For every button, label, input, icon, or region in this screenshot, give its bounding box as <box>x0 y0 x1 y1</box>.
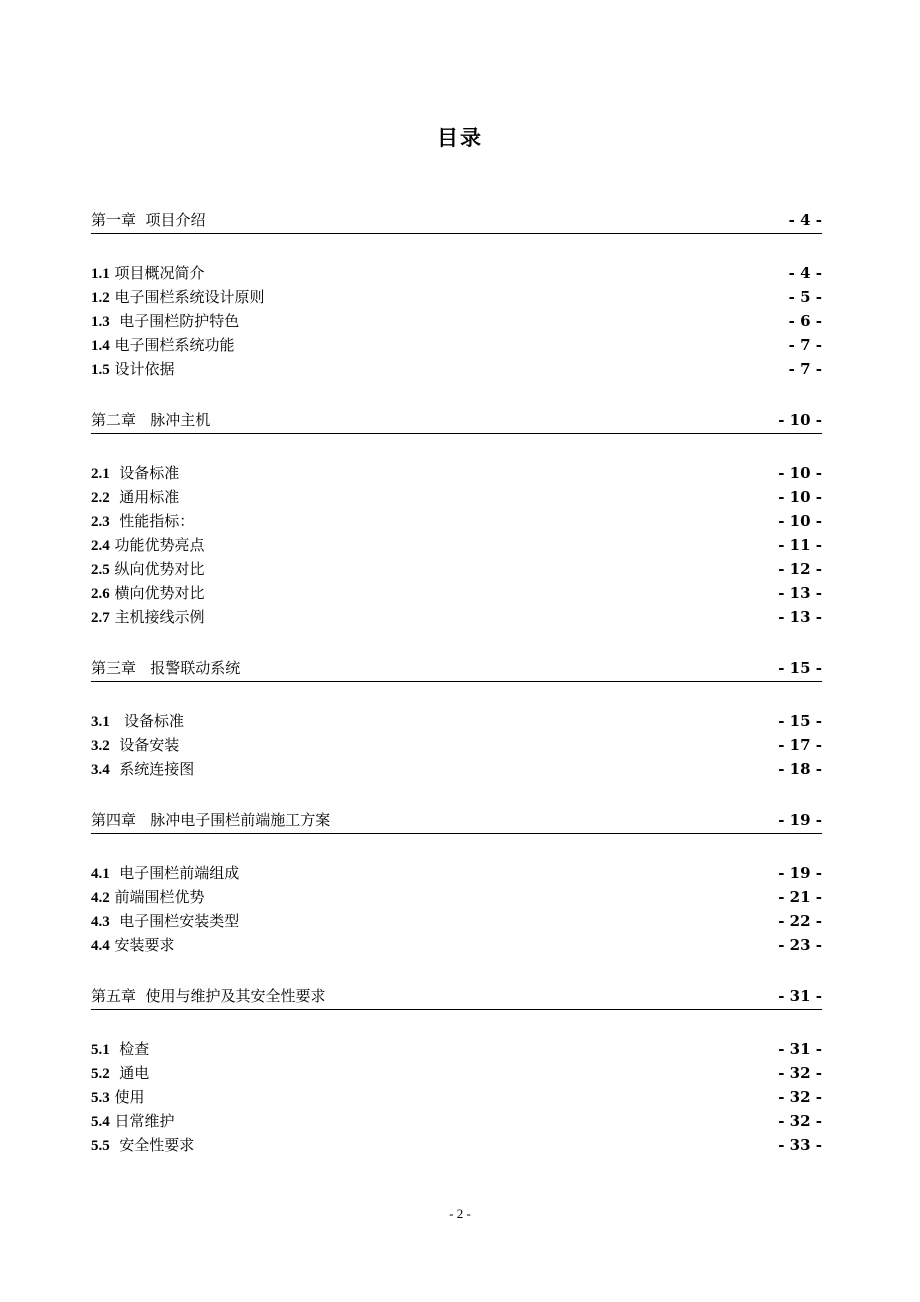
section-page-number: - 19 - <box>778 864 822 882</box>
section-text: 电子围栏安装类型 <box>109 912 240 930</box>
toc-section-1.1[interactable] <box>91 261 822 285</box>
section-text: 设计依据 <box>109 360 175 378</box>
toc-section-4.3[interactable] <box>91 909 822 933</box>
chapter-page-number: - 4 - <box>788 211 822 229</box>
section-title <box>91 557 205 582</box>
chapter-page-number: - 19 - <box>778 811 822 829</box>
section-title <box>91 485 179 510</box>
toc-section-1.4[interactable] <box>91 333 822 357</box>
section-page-number: - 13 - <box>778 584 822 602</box>
toc-section-2.4[interactable] <box>91 533 822 557</box>
section-text: 通用标准 <box>109 488 180 506</box>
section-title <box>91 1109 175 1134</box>
section-text: 电子围栏系统设计原则 <box>109 288 265 306</box>
toc-section-2.2[interactable] <box>91 485 822 509</box>
section-title <box>91 309 239 334</box>
section-page-number: - 22 - <box>778 912 822 930</box>
chapter-page-number: - 31 - <box>778 987 822 1005</box>
section-number: 3.1 <box>91 714 110 730</box>
section-page-number: - 18 - <box>778 760 822 778</box>
section-page-number: - 10 - <box>778 512 822 530</box>
section-page-number: - 7 - <box>788 336 822 354</box>
section-number: 5.4 <box>91 1114 110 1130</box>
section-text: 安全性要求 <box>109 1136 195 1154</box>
chapter-title: 第五章 使用与维护及其安全性要求 <box>91 987 326 1005</box>
chapter-title: 第二章 脉冲主机 <box>91 411 211 429</box>
chapter-title: 第三章 报警联动系统 <box>91 659 241 677</box>
section-number: 2.1 <box>91 466 110 482</box>
section-page-number: - 10 - <box>778 488 822 506</box>
section-text: 电子围栏系统功能 <box>109 336 235 354</box>
section-page-number: - 31 - <box>778 1040 822 1058</box>
section-title <box>91 1133 194 1158</box>
toc-section-5.4[interactable] <box>91 1109 822 1133</box>
section-page-number: - 17 - <box>778 736 822 754</box>
page-number: - 2 - <box>449 1206 471 1221</box>
section-title <box>91 261 205 286</box>
section-page-number: - 32 - <box>778 1112 822 1130</box>
section-number: 2.6 <box>91 586 110 602</box>
toc-chapter-2[interactable] <box>91 408 822 434</box>
section-page-number: - 13 - <box>778 608 822 626</box>
section-number: 1.1 <box>91 266 110 282</box>
section-text: 使用 <box>109 1088 145 1106</box>
section-text: 日常维护 <box>109 1112 175 1130</box>
section-page-number: - 10 - <box>778 464 822 482</box>
section-page-number: - 23 - <box>778 936 822 954</box>
section-text: 设备安装 <box>109 736 180 754</box>
section-number: 2.5 <box>91 562 110 578</box>
toc-section-3.2[interactable] <box>91 733 822 757</box>
section-number: 5.5 <box>91 1138 110 1154</box>
toc-section-3.4[interactable] <box>91 757 822 781</box>
section-title <box>91 461 179 486</box>
toc-section-5.2[interactable] <box>91 1061 822 1085</box>
section-text: 通电 <box>109 1064 150 1082</box>
section-title <box>91 357 175 382</box>
section-text: 前端围栏优势 <box>109 888 205 906</box>
section-number: 2.3 <box>91 514 110 530</box>
section-title <box>91 509 194 534</box>
section-page-number: - 12 - <box>778 560 822 578</box>
section-text: 功能优势亮点 <box>109 536 205 554</box>
section-text: 性能指标： <box>109 512 195 530</box>
section-page-number: - 33 - <box>778 1136 822 1154</box>
section-title <box>91 909 239 934</box>
section-page-number: - 6 - <box>788 312 822 330</box>
section-text: 纵向优势对比 <box>109 560 205 578</box>
section-text: 主机接线示例 <box>109 608 205 626</box>
section-title <box>91 581 205 606</box>
toc-section-1.5[interactable] <box>91 357 822 381</box>
section-page-number: - 15 - <box>778 712 822 730</box>
section-text: 检查 <box>109 1040 150 1058</box>
section-page-number: - 4 - <box>788 264 822 282</box>
section-text: 横向优势对比 <box>109 584 205 602</box>
section-number: 4.4 <box>91 938 110 954</box>
section-number: 4.1 <box>91 866 110 882</box>
section-number: 3.4 <box>91 762 110 778</box>
section-title <box>91 1085 145 1110</box>
section-page-number: - 11 - <box>778 536 822 554</box>
toc-section-4.4[interactable] <box>91 933 822 957</box>
toc-section-5.5[interactable] <box>91 1133 822 1157</box>
toc-section-2.1[interactable] <box>91 461 822 485</box>
toc-section-2.3[interactable] <box>91 509 822 533</box>
section-number: 5.3 <box>91 1090 110 1106</box>
section-text: 项目概况简介 <box>109 264 205 282</box>
section-number: 4.2 <box>91 890 110 906</box>
section-text: 电子围栏前端组成 <box>109 864 240 882</box>
section-title <box>91 861 239 886</box>
section-title <box>91 885 205 910</box>
section-title <box>91 285 265 310</box>
toc-chapter-4[interactable] <box>91 808 822 834</box>
section-number: 4.3 <box>91 914 110 930</box>
chapter-page-number: - 10 - <box>778 411 822 429</box>
section-text: 设备标准 <box>109 464 180 482</box>
table-of-contents <box>91 208 822 1157</box>
section-text: 电子围栏防护特色 <box>109 312 240 330</box>
toc-chapter-1[interactable] <box>91 208 822 234</box>
toc-section-2.5[interactable] <box>91 557 822 581</box>
section-page-number: - 21 - <box>778 888 822 906</box>
section-page-number: - 32 - <box>778 1088 822 1106</box>
section-number: 5.1 <box>91 1042 110 1058</box>
section-text: 系统连接图 <box>109 760 195 778</box>
toc-section-1.2[interactable] <box>91 285 822 309</box>
section-number: 5.2 <box>91 1066 110 1082</box>
section-number: 1.4 <box>91 338 110 354</box>
chapter-title: 第一章 项目介绍 <box>91 211 206 229</box>
section-title <box>91 933 175 958</box>
toc-section-5.1[interactable] <box>91 1037 822 1061</box>
section-title <box>91 757 194 782</box>
section-number: 1.3 <box>91 314 110 330</box>
toc-chapter-3[interactable] <box>91 656 822 682</box>
toc-section-1.3[interactable] <box>91 309 822 333</box>
section-text: 设备标准 <box>109 712 185 730</box>
toc-section-4.1[interactable] <box>91 861 822 885</box>
toc-section-5.3[interactable] <box>91 1085 822 1109</box>
toc-chapter-5[interactable] <box>91 984 822 1010</box>
chapter-title: 第四章 脉冲电子围栏前端施工方案 <box>91 811 331 829</box>
chapter-page-number: - 15 - <box>778 659 822 677</box>
page-title: 目录 <box>437 126 483 150</box>
section-title <box>91 733 179 758</box>
section-title <box>91 709 184 734</box>
section-number: 3.2 <box>91 738 110 754</box>
toc-section-4.2[interactable] <box>91 885 822 909</box>
section-page-number: - 32 - <box>778 1064 822 1082</box>
section-title <box>91 333 235 358</box>
section-title <box>91 533 205 558</box>
section-text: 安装要求 <box>109 936 175 954</box>
section-page-number: - 7 - <box>788 360 822 378</box>
section-number: 2.2 <box>91 490 110 506</box>
section-number: 1.2 <box>91 290 110 306</box>
section-title <box>91 605 205 630</box>
toc-section-2.7[interactable] <box>91 605 822 629</box>
section-page-number: - 5 - <box>788 288 822 306</box>
section-title <box>91 1037 149 1062</box>
section-number: 2.7 <box>91 610 110 626</box>
toc-section-3.1[interactable] <box>91 709 822 733</box>
toc-section-2.6[interactable] <box>91 581 822 605</box>
section-number: 1.5 <box>91 362 110 378</box>
section-title <box>91 1061 149 1086</box>
section-number: 2.4 <box>91 538 110 554</box>
